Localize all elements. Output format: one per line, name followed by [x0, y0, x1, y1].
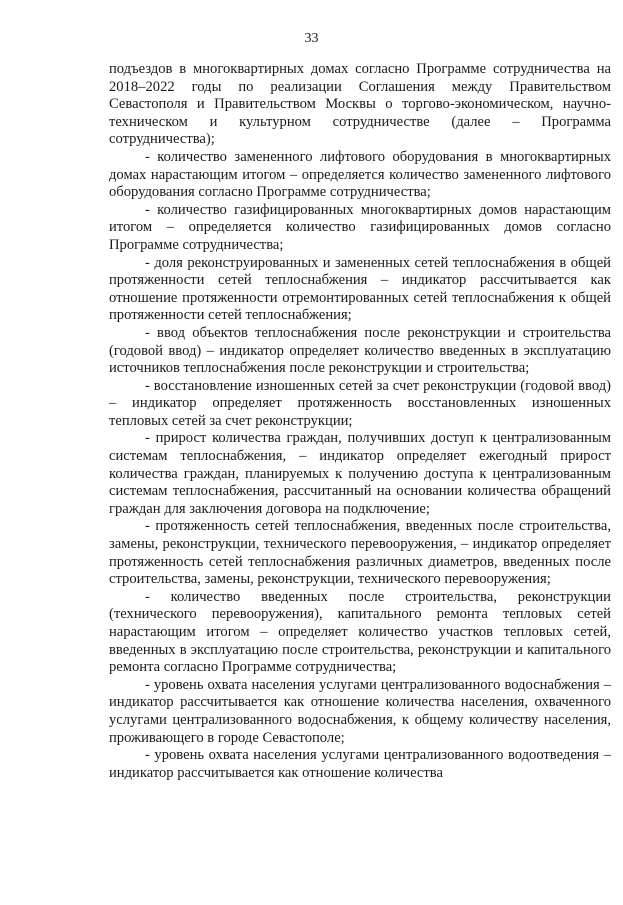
body-text: [109, 61, 611, 782]
paragraph-gasified-houses: - количество газифицированных многоквартирных домов нарастающим итогом – определяется количество газифицированных домов согласно Программе сотрудничества;: [109, 201, 611, 253]
paragraph-heating-facilities-commissioning: - ввод объектов теплоснабжения после реконструкции и строительства (годовой ввод) – индикатор определяет количество введенных в эксплуатацию источников теплоснабжения после реконструкции и строительства;: [109, 324, 611, 377]
paragraph-water-supply-coverage: - уровень охвата населения услугами централизованного водоснабжения – индикатор рассчитывается как отношение количества населения, охваченного услугами централизованного водоснабжения, к общему количеству населения, проживающего в городе Севастополе;: [109, 676, 611, 746]
paragraph-heating-networks-share: - доля реконструированных и замененных сетей теплоснабжения в общей протяженности сетей теплоснабжения – индикатор рассчитывается как отношение протяженности отремонтированных сетей теплоснабжения к общей протяженности сетей теплоснабжения;: [109, 254, 611, 324]
page-number: 33: [304, 31, 319, 46]
paragraph-elevator-equipment: - количество замененного лифтового оборудования в многоквартирных домах нарастающим итогом – определяется количество замененного лифтового оборудования согласно Программе сотрудничества;: [109, 148, 611, 201]
paragraph-citizens-access-growth: - прирост количества граждан, получивших доступ к централизованным системам теплоснабжения, – индикатор определяет ежегодный прирост количества граждан, планируемых к получению доступа к централизованным системам теплоснабжения, рассчитанный на основании количества обращений граждан для заключения договора на подключение;: [109, 430, 611, 517]
paragraph-continuation: подъездов в многоквартирных домах согласно Программе сотрудничества на 2018–2022 годы по реализации Соглашения между Правительством Севастополя и Правительством Москвы о торгово-экономическом, научно-техническом и культурном сотрудничестве (далее – Программа сотрудничества);: [109, 61, 611, 148]
paragraph-heating-networks-length: - протяженность сетей теплоснабжения, введенных после строительства, замены, реконструкции, технического перевооружения, – индикатор определяет протяженность сетей теплоснабжения различных диаметров, введенных после строительства, замены, реконструкции, технического перевооружения;: [109, 518, 611, 588]
paragraph-worn-networks-restoration: - восстановление изношенных сетей за счет реконструкции (годовой ввод) – индикатор определяет протяженность восстановленных изношенных тепловых сетей за счет реконструкции;: [109, 377, 611, 429]
paragraph-sewerage-coverage: - уровень охвата населения услугами централизованного водоотведения – индикатор рассчитывается как отношение количества: [109, 747, 611, 781]
paragraph-heating-network-sections: - количество введенных после строительства, реконструкции (технического перевооружения), капитального ремонта тепловых сетей нарастающим итогом – определяет количество участков тепловых сетей, введенных в эксплуатацию после строительства, реконструкции и капитального ремонта согласно Программе сотрудничества;: [109, 588, 611, 676]
